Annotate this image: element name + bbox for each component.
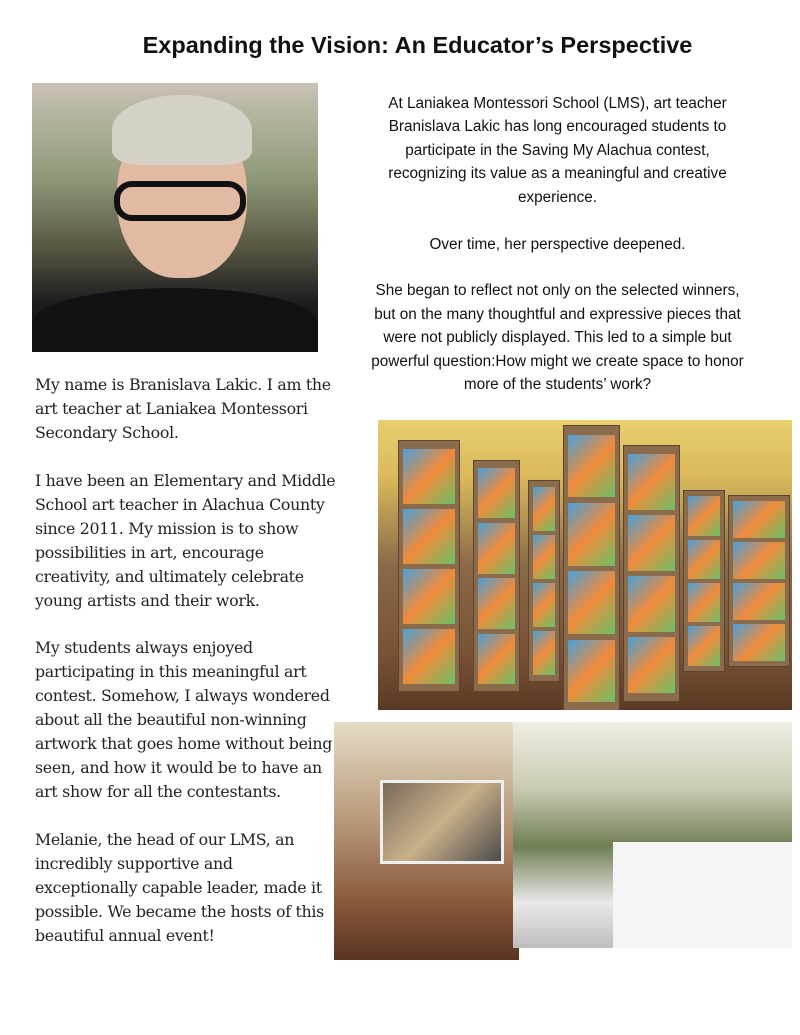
photo-detail bbox=[688, 540, 720, 580]
photo-detail bbox=[688, 583, 720, 623]
photo-detail bbox=[533, 631, 555, 675]
photo-detail bbox=[533, 583, 555, 627]
teacher-statement bbox=[35, 373, 335, 971]
paragraph bbox=[345, 233, 770, 256]
page-title: Expanding the Vision: An Educator’s Perspective bbox=[142, 32, 693, 58]
photo-detail bbox=[112, 95, 252, 165]
text-line: but on the many thoughtful and expressive pieces that bbox=[374, 305, 741, 323]
photo-detail bbox=[528, 480, 560, 682]
photo-detail bbox=[478, 468, 515, 519]
text-line: about all the beautiful non-winning bbox=[35, 710, 307, 729]
paragraph bbox=[35, 828, 335, 948]
photo-detail bbox=[628, 576, 675, 632]
text-line: since 2011. My mission is to show bbox=[35, 518, 299, 538]
text-line: contest. Somehow, I always wondered bbox=[35, 686, 330, 705]
paragraph bbox=[35, 636, 335, 804]
text-line: She began to reflect not only on the selected winners, bbox=[375, 282, 740, 300]
photo-detail bbox=[563, 425, 620, 710]
event-table-photo bbox=[513, 722, 792, 948]
text-line: participate in the Saving My Alachua contest, bbox=[405, 141, 710, 159]
photo-detail bbox=[688, 496, 720, 536]
photo-detail bbox=[380, 780, 504, 864]
text-line: young artists and their work. bbox=[35, 590, 260, 610]
photo-detail bbox=[688, 626, 720, 666]
paragraph bbox=[345, 279, 770, 396]
text-line: experience. bbox=[517, 188, 598, 206]
photo-detail bbox=[623, 445, 680, 702]
paragraph bbox=[35, 373, 335, 445]
photo-detail bbox=[32, 288, 318, 352]
text-line: My students always enjoyed bbox=[35, 638, 253, 657]
photo-detail bbox=[728, 495, 790, 667]
text-line: incredibly supportive and bbox=[35, 853, 233, 873]
portrait-photo bbox=[32, 83, 318, 352]
photo-detail bbox=[628, 515, 675, 571]
photo-detail bbox=[568, 571, 615, 634]
text-line: creativity, and ultimately celebrate bbox=[35, 566, 304, 586]
photo-detail bbox=[628, 454, 675, 510]
text-line: more of the students’ work? bbox=[463, 376, 652, 394]
text-line: Secondary School. bbox=[35, 423, 179, 442]
photo-detail bbox=[683, 490, 725, 672]
text-line: participating in this meaningful art bbox=[35, 662, 307, 681]
photo-detail bbox=[733, 542, 785, 579]
text-line: School art teacher in Alachua County bbox=[35, 494, 325, 514]
photo-detail bbox=[568, 640, 615, 703]
text-line: seen, and how it would be to have an bbox=[35, 758, 322, 777]
art-exhibit-photo bbox=[378, 420, 792, 710]
text-line: My name is Branislava Lakic. I am the bbox=[35, 375, 331, 394]
photo-detail bbox=[478, 634, 515, 685]
text-line: Over time, her perspective deepened. bbox=[429, 235, 686, 253]
text-line: art show for all the contestants. bbox=[35, 782, 281, 801]
text-line: At Laniakea Montessori School (LMS), art teacher bbox=[388, 95, 727, 112]
photo-detail bbox=[403, 509, 455, 564]
photo-detail bbox=[478, 578, 515, 629]
text-line: artwork that goes home without being bbox=[35, 734, 333, 753]
photo-detail bbox=[733, 624, 785, 661]
photo-detail bbox=[398, 440, 460, 692]
photo-detail bbox=[733, 583, 785, 620]
paragraph bbox=[345, 92, 770, 209]
paragraph bbox=[35, 469, 335, 613]
photo-detail bbox=[533, 487, 555, 531]
photo-detail bbox=[403, 449, 455, 504]
text-line: recognizing its value as a meaningful and creative bbox=[388, 165, 727, 183]
photo-detail bbox=[403, 569, 455, 624]
text-line: I have been an Elementary and Middle bbox=[35, 470, 336, 490]
text-line: Melanie, the head of our LMS, an bbox=[35, 829, 295, 849]
photo-detail bbox=[403, 629, 455, 684]
photo-detail bbox=[613, 842, 792, 948]
photo-detail bbox=[478, 523, 515, 574]
student-holding-artwork-photo bbox=[334, 722, 519, 960]
text-line: art teacher at Laniakea Montessori bbox=[35, 399, 308, 418]
photo-detail bbox=[533, 535, 555, 579]
text-line: possible. We became the hosts of this bbox=[35, 901, 324, 921]
photo-detail bbox=[473, 460, 520, 692]
text-line: beautiful annual event! bbox=[35, 925, 215, 945]
photo-detail bbox=[733, 501, 785, 538]
text-line: were not publicly displayed. This led to a simple but bbox=[383, 329, 732, 347]
photo-detail bbox=[568, 503, 615, 566]
text-line: Branislava Lakic has long encouraged students to bbox=[388, 118, 727, 136]
photo-detail bbox=[114, 181, 246, 221]
text-line: powerful question:How might we create space to honor bbox=[371, 352, 744, 370]
text-line: exceptionally capable leader, made it bbox=[35, 877, 322, 897]
intro-text bbox=[345, 92, 770, 420]
photo-detail bbox=[568, 435, 615, 498]
photo-detail bbox=[628, 637, 675, 693]
text-line: possibilities in art, encourage bbox=[35, 542, 264, 562]
